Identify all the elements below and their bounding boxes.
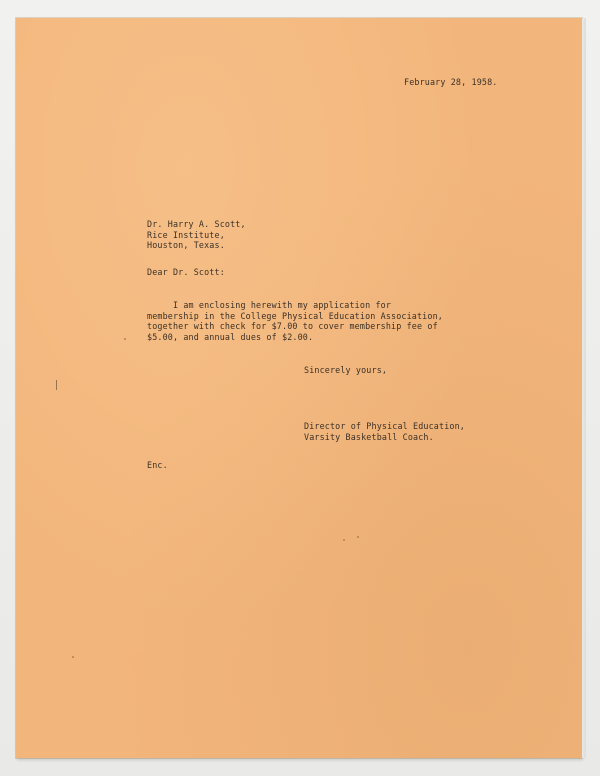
smudge-dot <box>124 338 126 340</box>
signature-title-line: Director of Physical Education, <box>304 421 465 431</box>
stray-mark <box>56 380 57 390</box>
address-line: Rice Institute, <box>147 229 225 240</box>
signature-title-line: Varsity Basketball Coach. <box>304 431 434 442</box>
complimentary-close: Sincerely yours, <box>304 365 388 375</box>
address-line: Dr. Harry A. Scott, <box>147 219 246 229</box>
smudge-dot <box>72 656 74 658</box>
body-line: $5.00, and annual dues of $2.00. <box>147 331 314 342</box>
letter-date: February 28, 1958. <box>404 77 498 87</box>
body-line: I am enclosing herewith my application for <box>147 300 392 310</box>
smudge-dot <box>357 536 359 538</box>
salutation: Dear Dr. Scott: <box>147 267 225 277</box>
address-line: Houston, Texas. <box>147 240 225 251</box>
signature-block <box>304 421 465 442</box>
body-line: membership in the College Physical Education Association, <box>147 310 443 321</box>
smudge-dot <box>343 539 345 541</box>
letter-body <box>147 300 443 342</box>
letter-page <box>16 18 582 758</box>
body-line: together with check for $7.00 to cover membership fee of <box>147 321 438 332</box>
recipient-address <box>147 219 246 251</box>
enclosure-notation: Enc. <box>147 460 168 470</box>
